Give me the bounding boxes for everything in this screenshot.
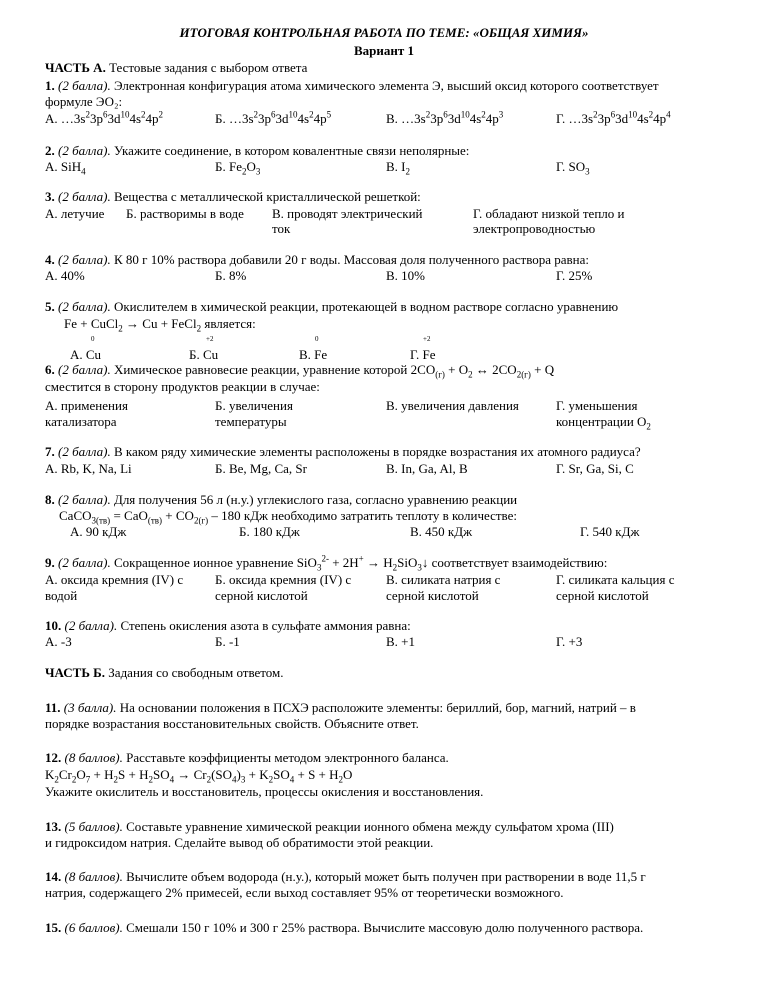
part-a-heading: ЧАСТЬ А. Тестовые задания с выбором ответа — [45, 60, 308, 75]
question-6-line2: сместится в сторону продуктов реакции в случае: — [45, 379, 320, 394]
q10-option-b: Б. -1 — [215, 634, 240, 649]
question-10: 10. (2 балла). Степень окисления азота в сульфате аммония равна: — [45, 618, 411, 633]
q3-option-a: А. летучие — [45, 206, 105, 221]
q7-option-b: Б. Be, Mg, Ca, Sr — [215, 461, 307, 476]
page-title: ИТОГОВАЯ КОНТРОЛЬНАЯ РАБОТА ПО ТЕМЕ: «ОБЩАЯ ХИМИЯ» — [179, 25, 589, 40]
question-4: 4. (2 балла). К 80 г 10% раствора добавили 20 г воды. Массовая доля полученного раствора равна: — [45, 252, 590, 267]
question-7: 7. (2 балла). В каком ряду химические элементы расположены в порядке возрастания их атомного радиуса? — [45, 444, 641, 459]
variant-label: Вариант 1 — [353, 43, 415, 58]
question-2: 2. (2 балла). Укажите соединение, в котором ковалентные связи неполярные: — [45, 143, 470, 158]
q2-option-c: В. $I_2$ — [386, 159, 410, 177]
q9-option-c: В. силиката натрия с — [386, 572, 501, 587]
q3-option-d: Г. обладают низкой тепло и — [473, 206, 625, 221]
q2-option-d: Г. $SO_3$ — [556, 159, 590, 177]
q5-oxidation-a: 0 — [91, 335, 95, 343]
question-9: 9. (2 балла). Сокращенное ионное уравнение $SiO_3^{2-} + 2H^+ \to H_2SiO_3↓$ соответствует взаимодействию: — [45, 553, 608, 573]
question-1-line2: формуле ЭО₂: — [45, 94, 123, 109]
q5-oxidation-b: +2 — [206, 335, 214, 343]
question-14-line2: натрия, содержащего 2% примесей, если выход составляет 95% от теоретически возможного. — [45, 885, 564, 900]
question-8: 8. (2 балла). Для получения 56 л (н.у.) углекислого газа, согласно уравнению реакции — [45, 492, 518, 507]
q4-option-c: В. 10% — [386, 268, 425, 283]
q6-option-b: Б. увеличения — [215, 398, 293, 413]
q8-option-a: А. 90 кДж — [70, 524, 127, 539]
question-15: 15. (6 баллов). Смешали 150 г 10% и 300 г 25% раствора. Вычислите массовую долю полученного раствора. — [45, 920, 644, 935]
q5-equation: Fe + CuCl$_2$ → Cu + FeCl$_2$ является: — [64, 316, 256, 334]
q5-oxidation-d: +2 — [423, 335, 431, 343]
q6-option-d: Г. уменьшения — [556, 398, 638, 413]
q5-option-d: Г. Fe — [410, 347, 436, 362]
q9-option-b: Б. оксида кремния (IV) с — [215, 572, 352, 587]
question-1: 1. (2 балла). Электронная конфигурация атома химического элемента Э, высший оксид которого соответствует — [45, 78, 659, 93]
q7-option-c: В. In, Ga, Al, B — [386, 461, 468, 476]
q2-option-a: А. SiH$_4$ — [45, 159, 86, 177]
q8-option-d: Г. 540 кДж — [580, 524, 640, 539]
q7-option-a: А. Rb, K, Na, Li — [45, 461, 132, 476]
q10-option-c: В. +1 — [386, 634, 416, 649]
question-13: 13. (5 баллов). Составьте уравнение химической реакции ионного обмена между сульфатом хрома (III) — [45, 819, 614, 834]
q9-option-c-line2: серной кислотой — [386, 588, 479, 603]
q1-option-d: Г. $\dots 3s^23p^63d^{10}4s^24p^4$ — [556, 109, 671, 126]
question-3: 3. (2 балла). Вещества с металлической кристаллической решеткой: — [45, 189, 421, 204]
q6-option-a: А. применения — [45, 398, 128, 413]
q8-option-c: В. 450 кДж — [410, 524, 473, 539]
part-b-heading: ЧАСТЬ Б. Задания со свободным ответом. — [45, 665, 284, 680]
q5-option-b: Б. Cu — [189, 347, 219, 362]
q8-equation: CaCO$_{3(тв)}$ = $CaO_{(тв)} + CO_{2(г)} - 180$ кДж необходимо затратить теплоту в количестве: — [59, 508, 517, 526]
question-12: 12. (8 баллов). Расставьте коэффициенты методом электронного баланса. — [45, 750, 449, 765]
question-11-line2: порядке возрастания восстановительных свойств. Объясните ответ. — [45, 716, 419, 731]
q3-option-c-line2: ток — [272, 221, 291, 236]
q8-option-b: Б. 180 кДж — [239, 524, 300, 539]
q9-option-a: А. оксида кремния (IV) с — [45, 572, 184, 587]
q4-option-d: Г. 25% — [556, 268, 593, 283]
q5-option-a: А. Cu — [70, 347, 102, 362]
q2-option-b: Б. $Fe_2O_3$ — [215, 159, 261, 177]
question-14: 14. (8 баллов). Вычислите объем водорода (н.у.), который может быть получен при растворении в воде 11,5 г — [45, 869, 646, 884]
question-5: 5. (2 балла). Окислителем в химической реакции, протекающей в водном растворе согласно уравнению — [45, 299, 619, 314]
q6-option-c: В. увеличения давления — [386, 398, 519, 413]
question-11: 11. (3 балла). На основании положения в ПСХЭ расположите элементы: бериллий, бор, магний, натрий – в — [45, 700, 636, 715]
q4-option-a: А. 40% — [45, 268, 85, 283]
q3-option-d-line2: электропроводностью — [473, 221, 596, 236]
question-12-line2: Укажите окислитель и восстановитель, процессы окисления и восстановления. — [45, 784, 484, 799]
q7-option-d: Г. Sr, Ga, Si, C — [556, 461, 634, 476]
q9-option-a-line2: водой — [45, 588, 78, 603]
q6-option-b-line2: температуры — [215, 414, 287, 429]
q6-option-a-line2: катализатора — [45, 414, 117, 429]
q1-option-c: В. $\dots 3s^23p^63d^{10}4s^24p^3$ — [386, 109, 504, 126]
q10-option-d: Г. +3 — [556, 634, 583, 649]
q10-option-a: А. -3 — [45, 634, 72, 649]
q4-option-b: Б. 8% — [215, 268, 247, 283]
q5-option-c: В. Fe — [299, 347, 328, 362]
q1-option-a: А. $\dots 3s^23p^63d^{10}4s^24p^2$ — [45, 109, 164, 126]
q3-option-c: В. проводят электрический — [272, 206, 423, 221]
question-13-line2: и гидроксидом натрия. Сделайте вывод об обратимости этой реакции. — [45, 835, 434, 850]
q1-option-b: Б. $\dots 3s^23p^63d^{10}4s^24p^5$ — [215, 109, 332, 126]
q9-option-d-line2: серной кислотой — [556, 588, 649, 603]
q3-option-b: Б. растворимы в воде — [126, 206, 244, 221]
q9-option-b-line2: серной кислотой — [215, 588, 308, 603]
question-6: 6. (2 балла). Химическое равновесие реакции, уравнение которой $2CO_{(г)} + O_2$ ↔ $2CO_{2(г)} + Q$ — [45, 362, 555, 380]
q9-option-d: Г. силиката кальция с — [556, 572, 675, 587]
q6-option-d-line2: концентрации $O_2$ — [556, 414, 651, 432]
q5-oxidation-c: 0 — [315, 335, 319, 343]
q12-equation: $K_2Cr_2O_7 + H_2S + H_2SO_4 \to Cr_2(SO_4)_3 + K_2SO_4 + S + H_2O$ — [45, 767, 353, 785]
